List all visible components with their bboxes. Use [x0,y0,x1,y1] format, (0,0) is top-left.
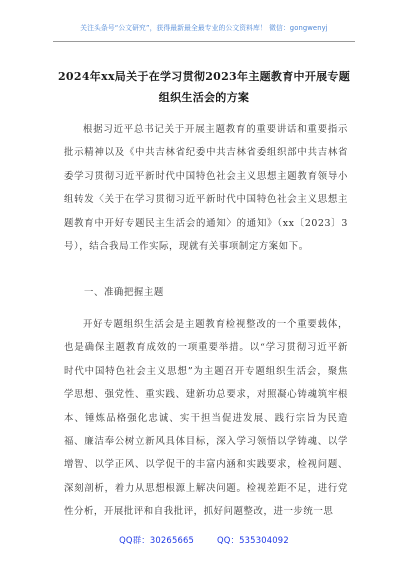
footer-qq: QQ：535304092 [216,535,289,545]
paragraph-intro: 根据习近平总书记关于开展主题教育的重要讲话和重要指示批示精神以及《中共吉林省纪委中共吉林省委组织部中共吉林省委学习贯彻习近平新时代中国特色社会主义思想主题教育领导小组转发〈关于在学习贯彻习近平新时代中国特色社会主义思想主题教育中开好专题民主生活会的通知〉的通知》（xx〔2023〕3号），结合我局工作实际，现就有关事项制定方案如下。 [64,124,348,253]
title-line-1: 2024年xx局关于在学习贯彻2023年主题教育中开展专题 [57,70,351,83]
section-heading-1: 一、准确把握主题 [84,287,164,298]
document-title [54,66,354,108]
header-divider [53,41,355,42]
footer-qq-group: QQ群：30265665 [119,535,195,545]
footer-contact [0,534,408,546]
header-banner: 关注头条号“公文研究”，获得最新最全最专业的公文资料库！ 微信：gongwenyj [80,24,328,32]
paragraph-section-1: 开好专题组织生活会是主题教育检视整改的一个重要载体，也是确保主题教育成效的一项重要举措。以“学习贯彻习近平新时代中国特色社会主义思想”为主题召开专题组织生活会，聚焦学思想、强党性、重实践、建新功总要求，对照凝心铸魂筑牢根本、锤炼品格强化忠诚、实干担当促进发展、践行宗旨为民造福、廉洁奉公树立新风具体目标，深入学习领悟以学铸魂、以学增智、以学正风、以学促干的丰富内涵和实践要求，检视问题、深刻剖析，着力从思想根源上解决问题。检视差距不足，进行党性分析，开展批评和自我批评，抓好问题整改，进一步统一思 [64,319,348,518]
title-line-2: 组织生活会的方案 [158,91,250,104]
